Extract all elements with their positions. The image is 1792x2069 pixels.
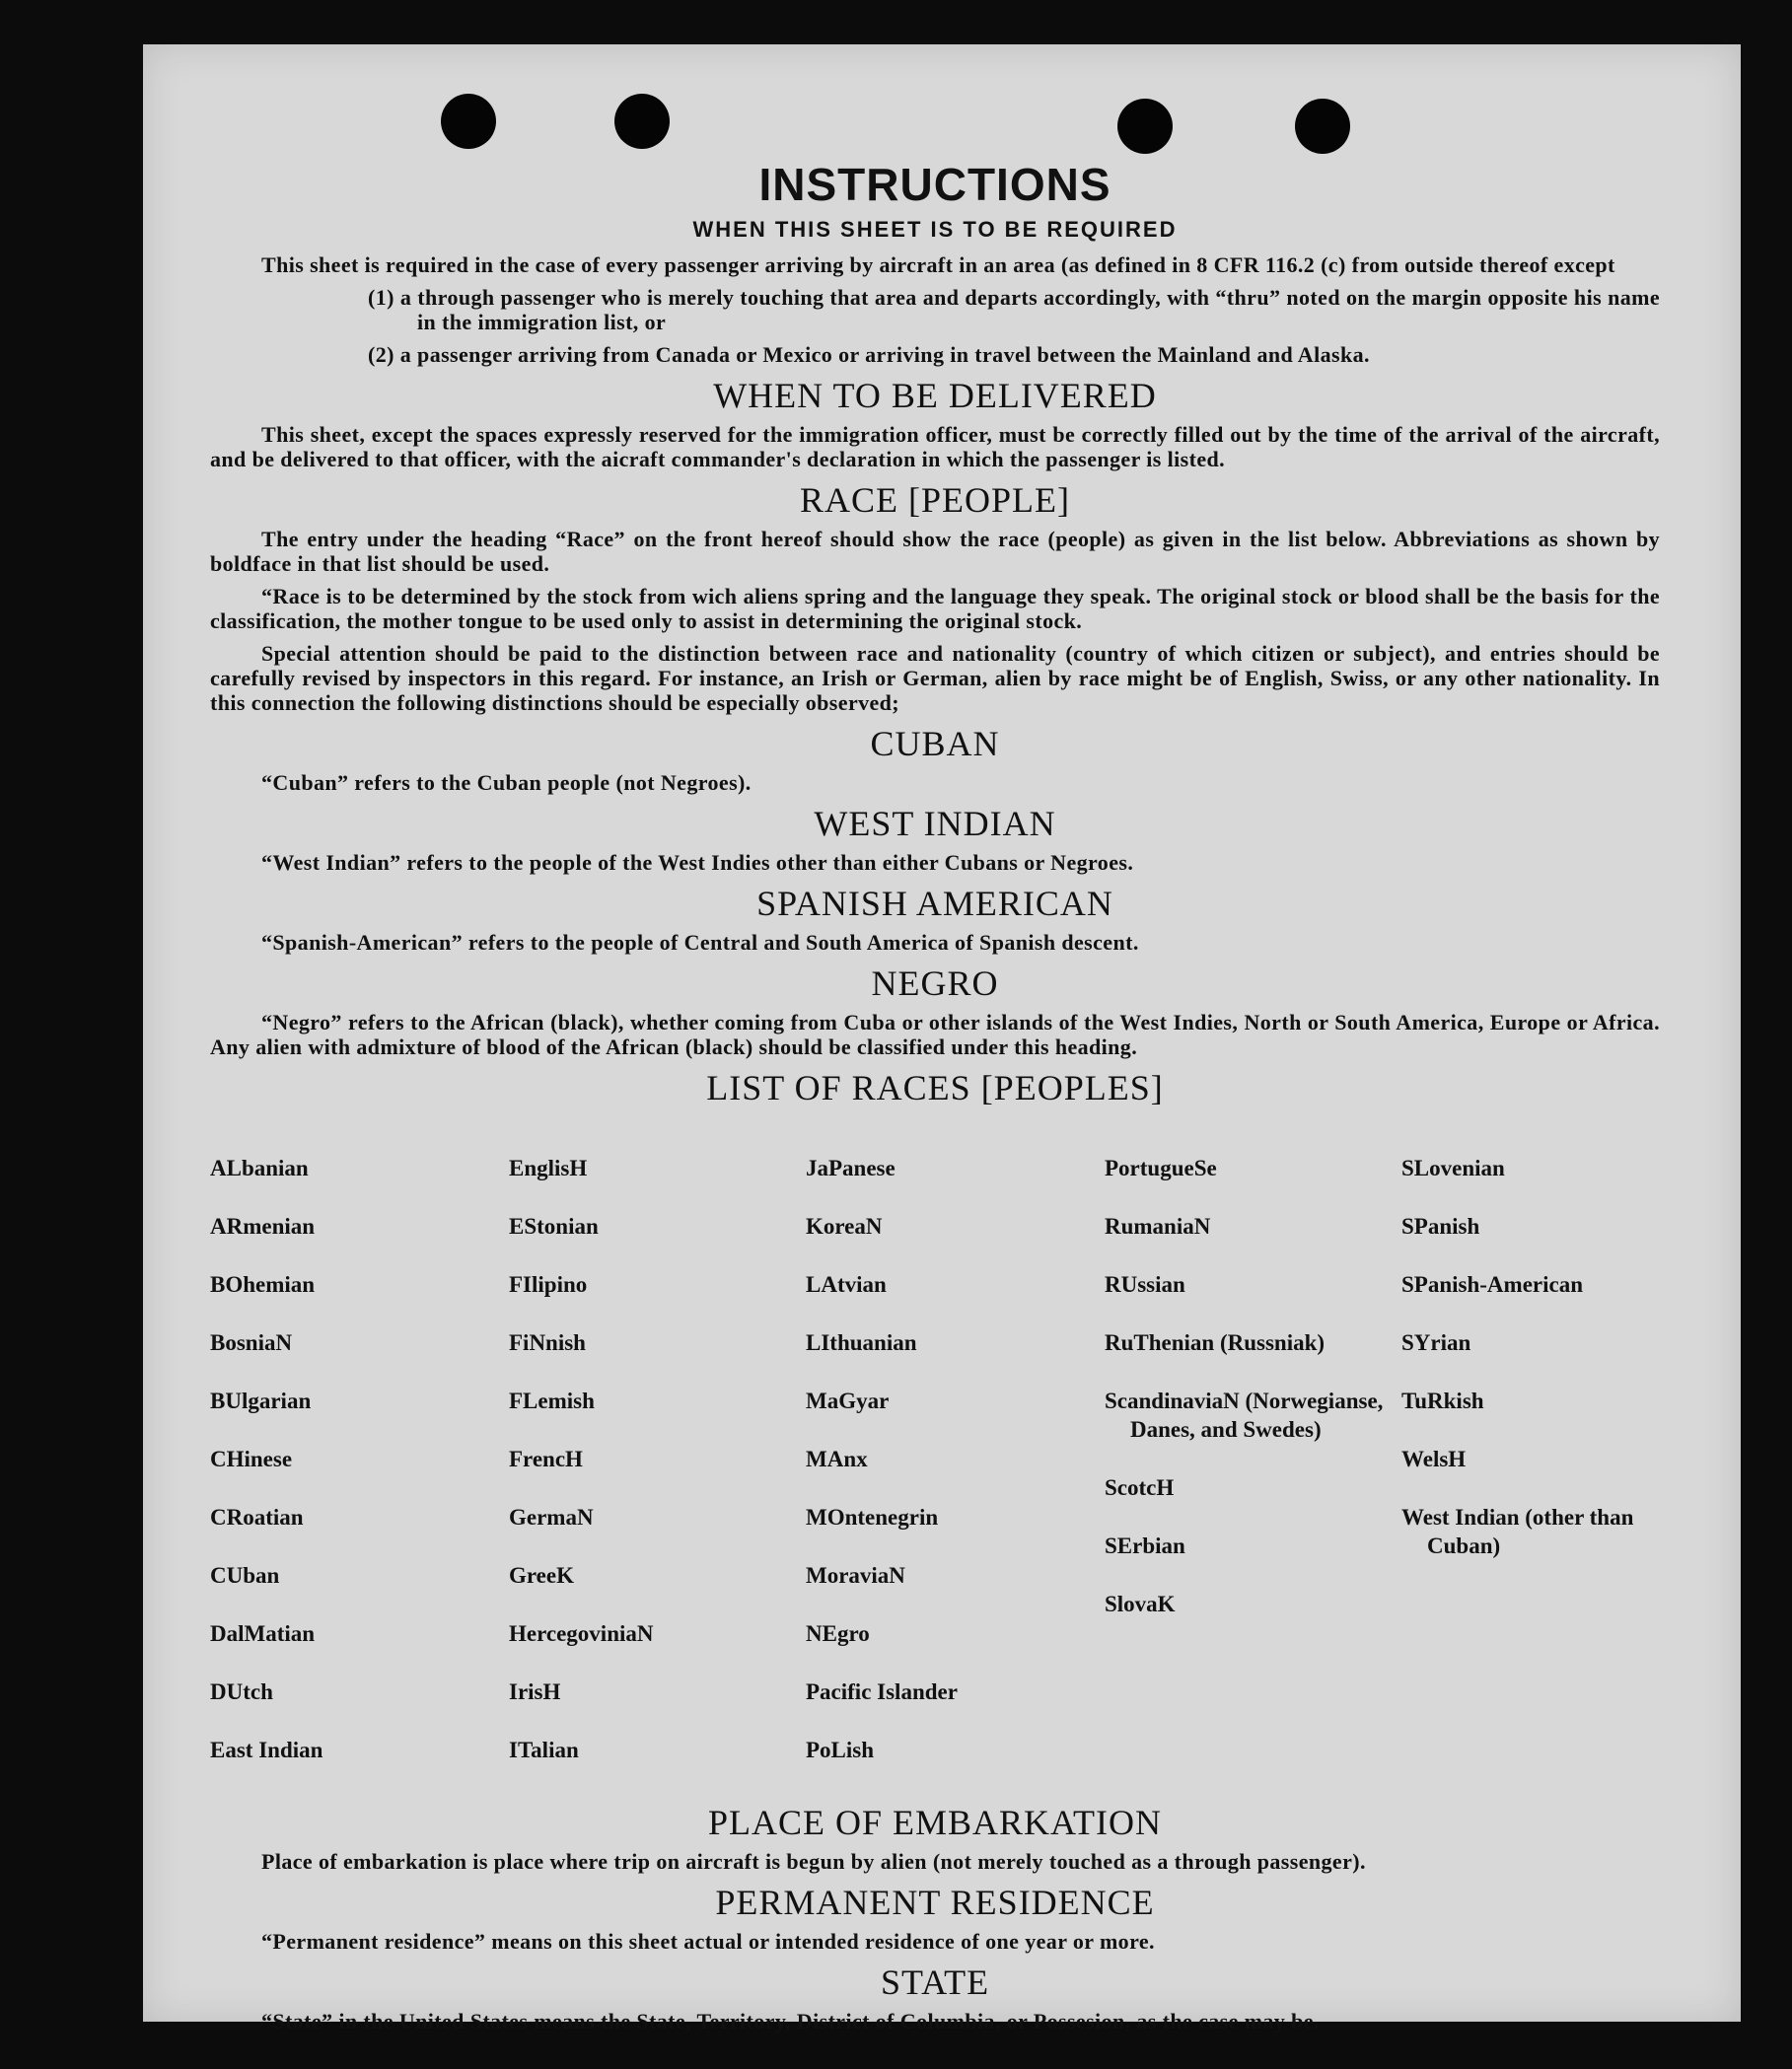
list-item: MAnx [806,1446,868,1471]
embarkation-text: Place of embarkation is place where trip on aircraft is begun by alien (not merely touched as a through passenger). [261,1848,1366,1874]
list-item: PoLish [806,1737,875,1762]
list-item: SPanish-American [1401,1271,1583,1297]
race-paragraph-1: The entry under the heading “Race” on the front hereof should show the race (people) as given in the list below. Abbreviations as shown by boldface in that list should be used. [210,527,1660,576]
heading-list-of-races: LIST OF RACES [PEOPLES] [706,1068,1164,1107]
list-item: FrencH [509,1446,583,1471]
list-item: LAtvian [806,1271,887,1297]
list-item: ScandinaviaN (Norwegianse, Danes, and Swedes) [1105,1388,1384,1442]
punch-hole [614,94,670,149]
list-item: ARmenian [210,1213,316,1239]
list-item: BosniaN [210,1329,293,1355]
punch-hole [441,94,496,149]
races-list [210,1124,1660,1794]
list-item: FIlipino [509,1271,588,1297]
list-item: DalMatian [210,1620,316,1646]
spanish-american-text: “Spanish-American” refers to the people of Central and South America of Spanish descent. [261,930,1139,955]
list-item: SYrian [1401,1329,1471,1355]
list-item: RumaniaN [1105,1213,1211,1239]
list-item: RuThenian (Russniak) [1105,1329,1326,1355]
list-item: ScotcH [1105,1475,1175,1500]
races-column-5 [1401,1124,1660,1794]
heading-cuban: CUBAN [870,724,1000,763]
races-column-2 [509,1124,806,1794]
cuban-text: “Cuban” refers to the Cuban people (not Negroes). [261,770,752,795]
heading-negro: NEGRO [871,963,999,1003]
list-item: SLovenian [1401,1155,1505,1180]
heading-embarkation: PLACE OF EMBARKATION [707,1802,1163,1842]
races-column-3 [806,1124,1105,1794]
list-item: CUban [210,1562,280,1588]
list-item: ALbanian [210,1155,309,1180]
residence-text: “Permanent residence” means on this sheet actual or intended residence of one year or more. [261,1928,1155,1954]
list-item: MoraviaN [806,1562,905,1588]
list-item: JaPanese [806,1155,896,1180]
list-item: GermaN [509,1504,594,1530]
state-text: “State” in the United States means the State, Territory, District of Columbia, or Possesion, as the case may be. [261,2008,1320,2033]
list-item: LIthuanian [806,1329,917,1355]
heading-spanish-american: SPANISH AMERICAN [756,884,1113,923]
required-item-2: (2) a passenger arriving from Canada or Mexico or arriving in travel between the Mainland and Alaska. [368,342,1370,367]
instructions-content [210,158,1660,2041]
list-item: DUtch [210,1678,273,1704]
document-page [143,44,1741,2033]
list-item: MOntenegrin [806,1504,939,1530]
list-item: NEgro [806,1620,870,1646]
list-item: RUssian [1105,1271,1185,1297]
required-item-1: (1) a through passenger who is merely touching that area and departs accordingly, with “thru” noted on the margin opposite his name in the immigration list, or [368,285,1660,334]
heading-required: WHEN THIS SHEET IS TO BE REQUIRED [692,217,1178,242]
list-item: SPanish [1401,1213,1480,1239]
races-column-4 [1105,1124,1401,1794]
page-title: INSTRUCTIONS [758,159,1111,210]
list-item: GreeK [509,1562,574,1588]
list-item: CHinese [210,1446,293,1471]
heading-race: RACE [PEOPLE] [800,480,1070,520]
delivered-text: This sheet, except the spaces expressly reserved for the immigration officer, must be correctly filled out by the time of the arrival of the aircraft, and be delivered to that officer, with the aicraft commander's declaration in which the passenger is listed. [210,422,1660,471]
list-item: WelsH [1401,1446,1467,1471]
races-column-1 [210,1124,509,1794]
list-item: KoreaN [806,1213,883,1239]
heading-state: STATE [880,1962,990,2002]
list-item: EStonian [509,1213,599,1239]
negro-text: “Negro” refers to the African (black), whether coming from Cuba or other islands of the West Indies, North or South America, Europe or Africa. Any alien with admixture of blood of the African (black) should be classified under this heading. [210,1010,1660,1059]
list-item: West Indian (other than Cuban) [1401,1504,1634,1558]
heading-delivered: WHEN TO BE DELIVERED [713,376,1157,415]
list-item: East Indian [210,1737,323,1762]
list-item: SlovaK [1105,1592,1176,1616]
list-item: IrisH [509,1678,561,1704]
list-item: MaGyar [806,1388,890,1413]
west-indian-text: “West Indian” refers to the people of the West Indies other than either Cubans or Negroes. [261,850,1134,875]
list-item: EnglisH [509,1155,588,1180]
list-item: BUlgarian [210,1388,312,1413]
list-item: ITalian [509,1737,579,1762]
punch-hole [1295,99,1350,154]
list-item: HercegoviniaN [509,1620,654,1646]
heading-west-indian: WEST INDIAN [814,804,1056,843]
list-item: FiNnish [509,1329,586,1355]
list-item: TuRkish [1401,1388,1484,1413]
heading-residence: PERMANENT RESIDENCE [715,1882,1155,1922]
list-item: BOhemian [210,1271,316,1297]
race-paragraph-3: Special attention should be paid to the distinction between race and nationality (country of which citizen or subject), and entries should be carefully revised by inspectors in this regard. For instance, an Irish or German, alien by race might be of English, Swiss, or any other nationality. In this connection the following distinctions should be especially observed; [210,641,1660,715]
list-item: SErbian [1105,1534,1185,1558]
list-item: Pacific Islander [806,1678,958,1704]
list-item: PortugueSe [1105,1155,1217,1180]
required-intro: This sheet is required in the case of every passenger arriving by aircraft in an area (as defined in 8 CFR 116.2 (c) from outside thereof except [261,252,1615,277]
list-item: CRoatian [210,1504,304,1530]
race-paragraph-2: “Race is to be determined by the stock from wich aliens spring and the language they speak. The original stock or blood shall be the basis for the classification, the mother tongue to be used only to assist in determining the original stock. [210,584,1660,633]
list-item: FLemish [509,1388,595,1413]
punch-hole [1117,99,1173,154]
